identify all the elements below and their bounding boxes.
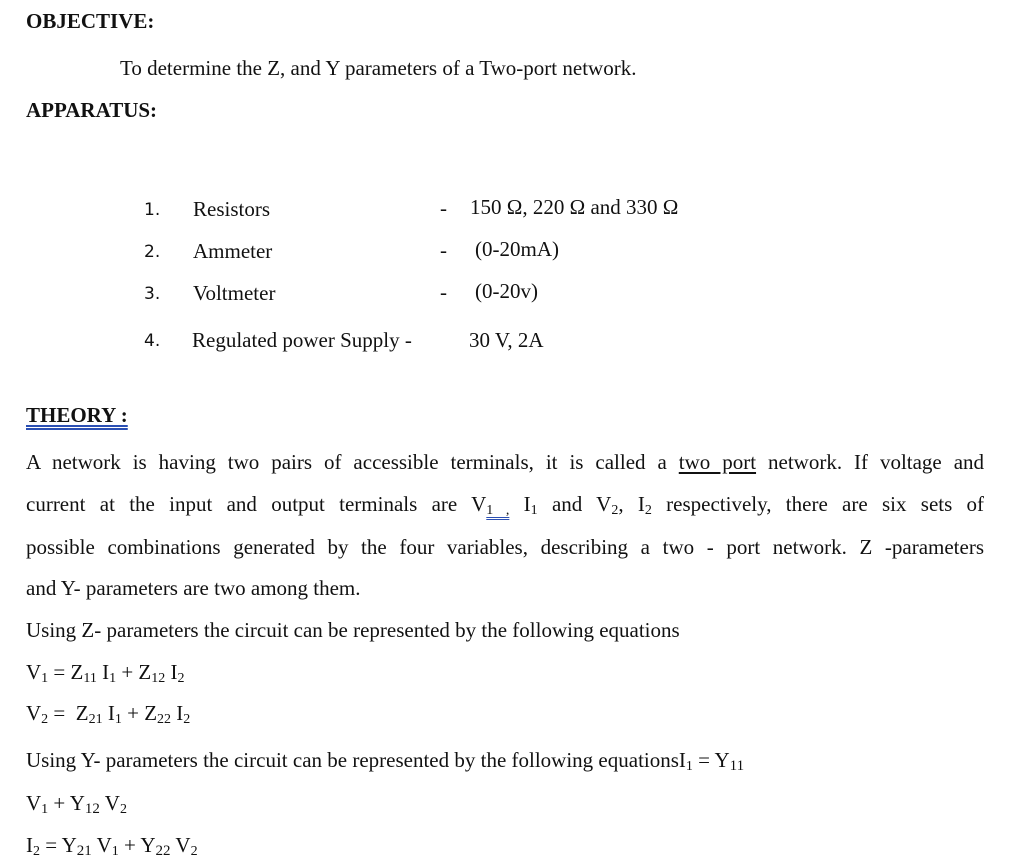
z-intro: Using Z- parameters the circuit can be represented by the following equations <box>26 618 680 642</box>
theory-text: current at the input and output terminals are $V_{1 ,}$ <box>26 492 510 518</box>
theory-text: respectively, there are six sets of <box>666 492 985 516</box>
y-equation-1-cont: $V_1 + Y_{12}$ $V_2$ <box>26 791 127 817</box>
apparatus-item-dash: - <box>440 196 447 220</box>
apparatus-item-name: Regulated power Supply - <box>192 328 412 352</box>
apparatus-item-num: 1. <box>144 200 161 220</box>
apparatus-item-spec: 30 V, 2A <box>469 328 544 352</box>
two-port-term: two port <box>678 450 757 474</box>
theory-text: and $V_2$, $I_2$ <box>551 492 652 518</box>
z-equation-2: $V_2 = Z_{21}$ $I_1 + Z_{22}$ $I_2$ <box>26 701 191 727</box>
theory-line-3: possible combinations generated by the four variables, describing a two - port network. Z -parameters <box>26 535 984 559</box>
apparatus-item-name: Resistors <box>193 197 271 221</box>
theory-line-4: and Y- parameters are two among them. <box>26 576 361 600</box>
apparatus-item-dash: - <box>440 238 447 262</box>
theory-text: network. If voltage and <box>768 450 985 474</box>
apparatus-item-num: 4. <box>144 331 161 351</box>
apparatus-item-dash: - <box>440 280 447 304</box>
theory-line-2 <box>26 492 984 517</box>
theory-heading: THEORY : <box>26 403 128 427</box>
theory-text: A network is having two pairs of accessible terminals, it is called a <box>26 450 667 474</box>
apparatus-item-num: 3. <box>144 284 161 304</box>
y-intro: Using Y- parameters the circuit can be represented by the following equationsI$_1$ = $Y_{11}$ <box>26 748 745 774</box>
apparatus-item-spec: 150 Ω, 220 Ω and 330 Ω <box>470 195 679 219</box>
objective-text: To determine the Z, and Y parameters of a Two-port network. <box>120 56 637 80</box>
z-equation-1: $V_1 = Z_{11}$ $I_1 + Z_{12}$ $I_2$ <box>26 660 185 686</box>
apparatus-item-name: Voltmeter <box>193 281 276 305</box>
apparatus-item-num: 2. <box>144 242 161 262</box>
theory-line-1 <box>26 450 984 475</box>
apparatus-item-name: Ammeter <box>193 239 273 263</box>
apparatus-item-spec: (0-20mA) <box>475 237 559 261</box>
y-equation-2: $I_2 = Y_{21}$ $V_1 + Y_{22}$ $V_2$ <box>26 833 198 859</box>
apparatus-heading: APPARATUS: <box>26 98 158 122</box>
objective-heading: OBJECTIVE: <box>26 9 155 33</box>
theory-text: $I_1$ <box>523 492 538 518</box>
apparatus-item-spec: (0-20v) <box>475 279 538 303</box>
